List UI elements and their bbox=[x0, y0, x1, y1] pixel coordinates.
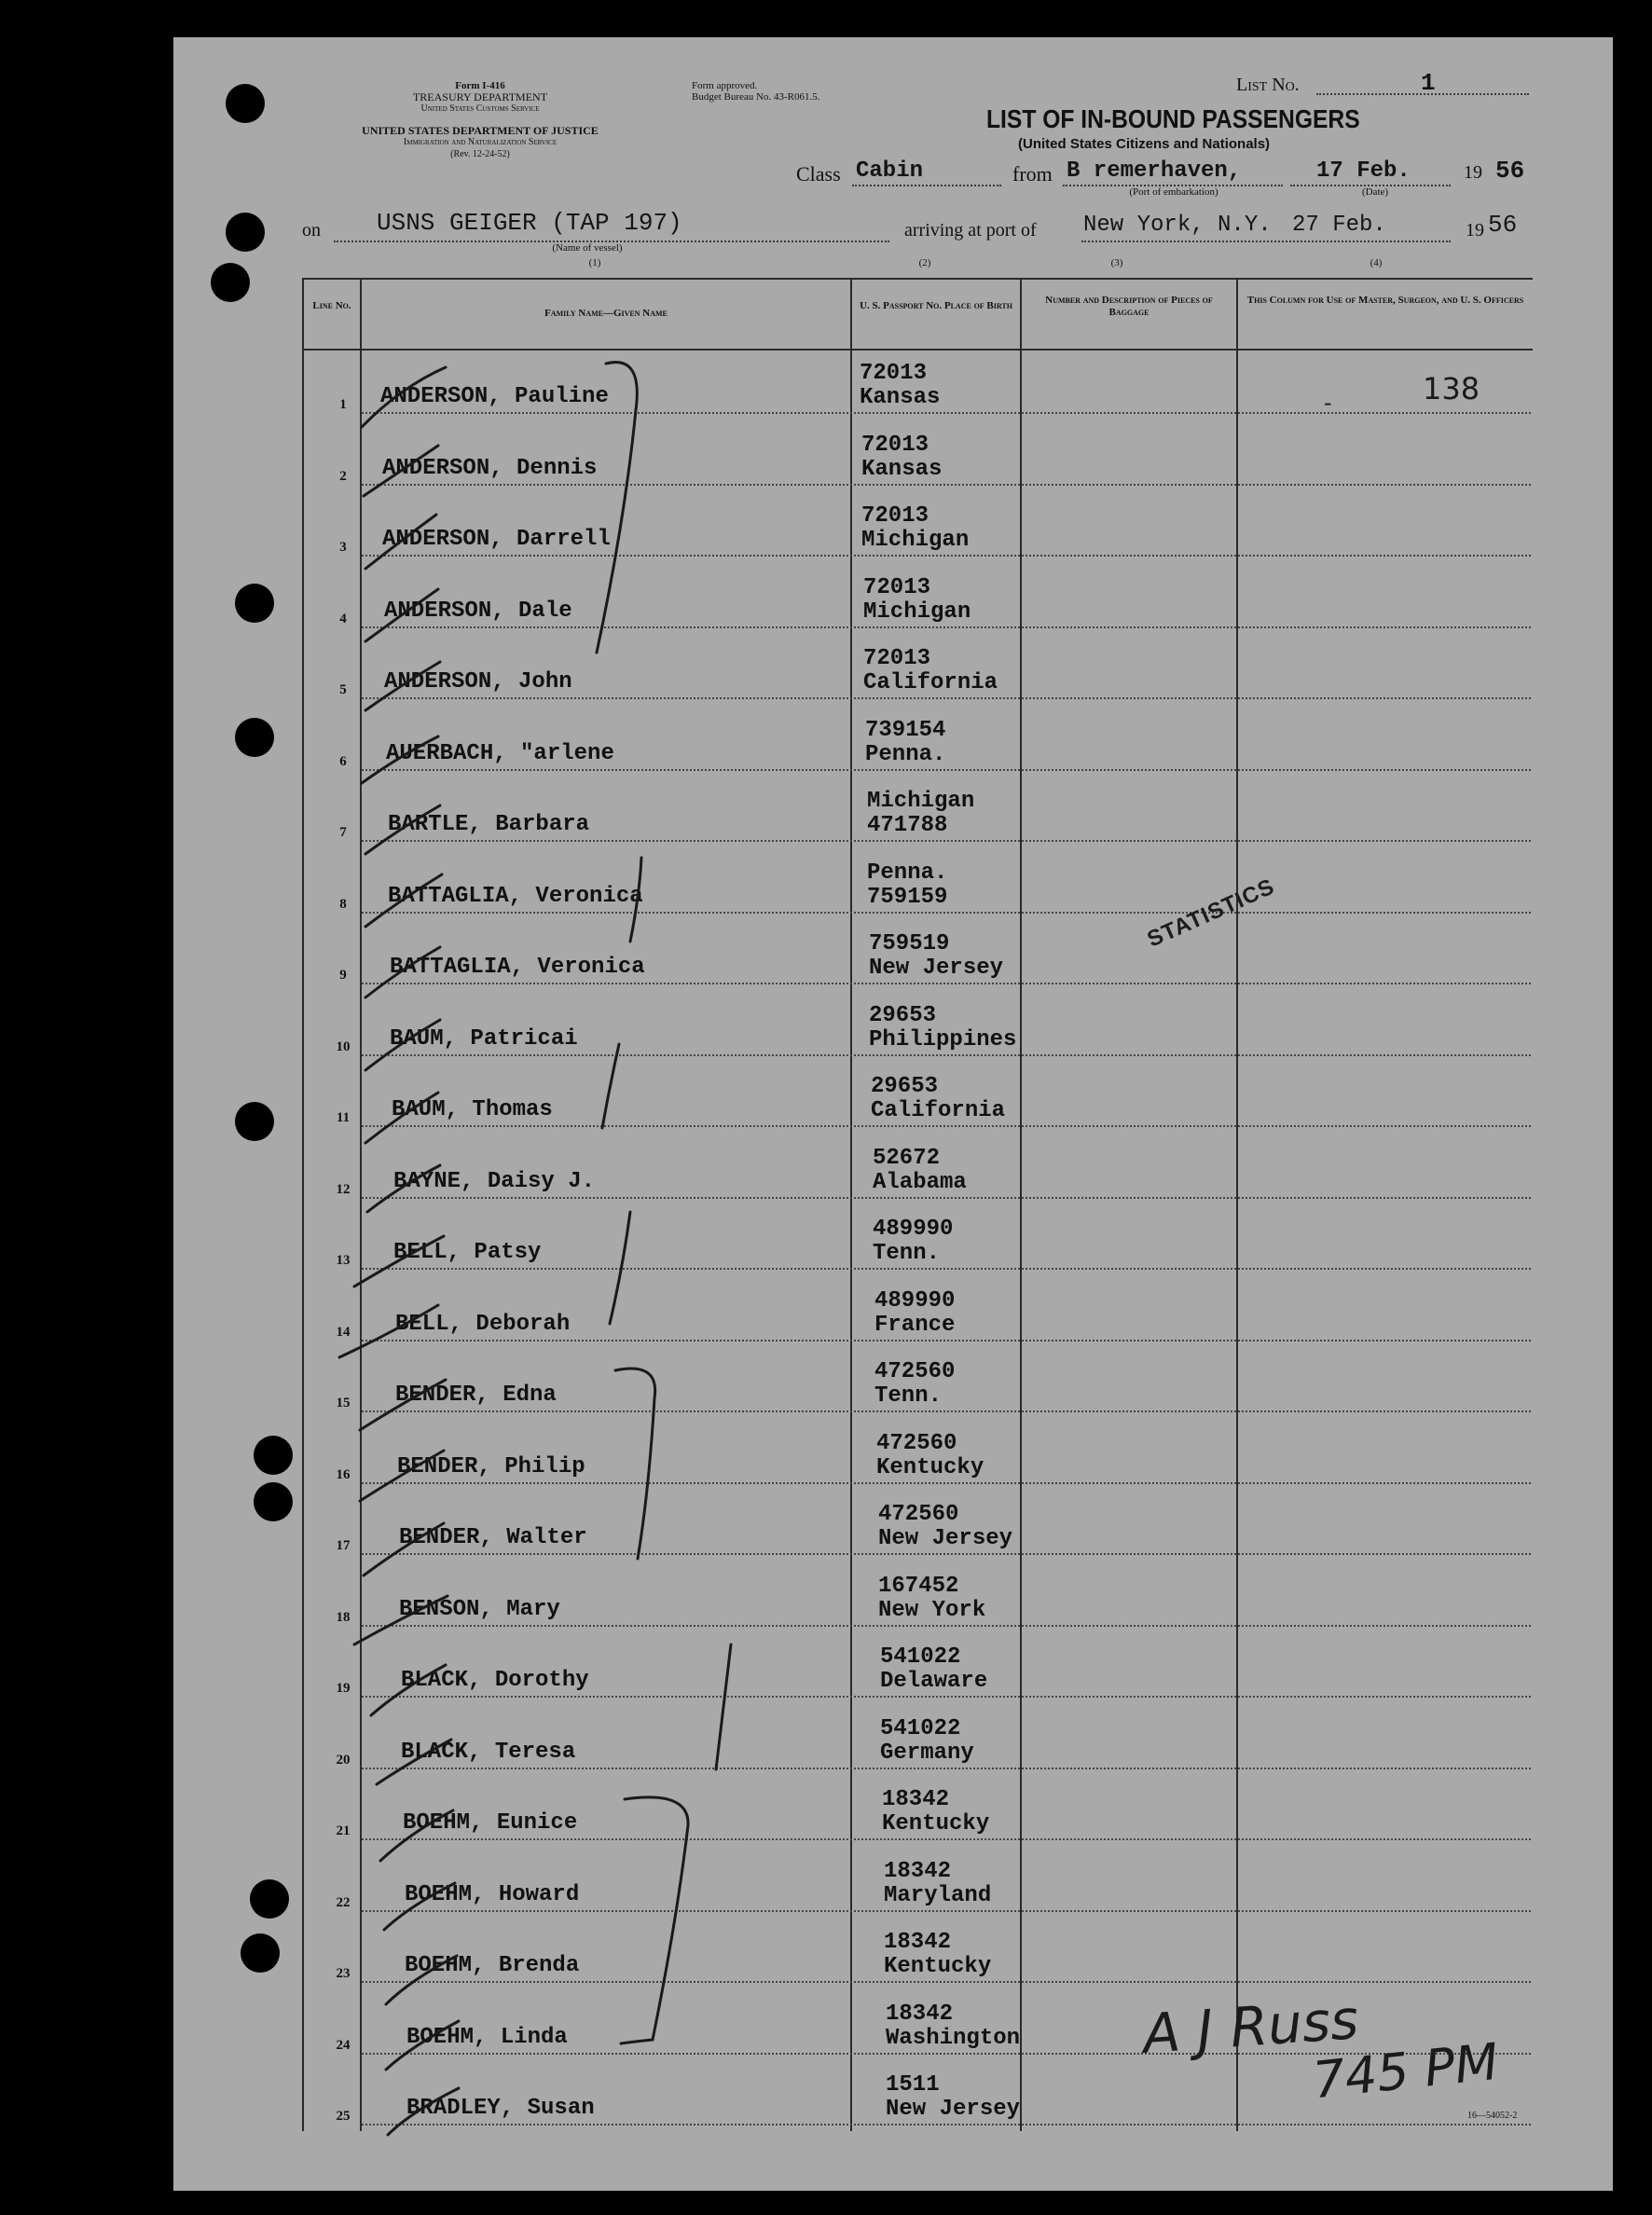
line-number: 22 bbox=[336, 1895, 351, 1910]
passport-number: 472560 bbox=[876, 1431, 957, 1456]
passenger-name: BELL, Patsy bbox=[393, 1240, 542, 1265]
class-label: Class bbox=[796, 162, 841, 186]
passenger-name: BOEHM, Howard bbox=[405, 1882, 580, 1907]
embark-year: 56 bbox=[1495, 157, 1525, 185]
passenger-name: BARTLE, Barbara bbox=[388, 812, 590, 837]
line-number: 7 bbox=[339, 825, 347, 840]
passport-number: 18342 bbox=[882, 1787, 950, 1812]
vessel-caption: (Name of vessel) bbox=[552, 242, 623, 254]
col-header-passport: U. S. Passport No. Place of Birth bbox=[860, 300, 1012, 311]
line-number: 11 bbox=[336, 1110, 351, 1125]
line-number: 3 bbox=[339, 540, 347, 555]
place-of-birth: California bbox=[863, 670, 998, 695]
department-of-justice: UNITED STATES DEPARTMENT OF JUSTICE bbox=[362, 124, 599, 137]
vessel-name: USNS GEIGER (TAP 197) bbox=[377, 209, 682, 237]
form-number: Form I-416 bbox=[455, 80, 505, 91]
line-number: 13 bbox=[336, 1253, 351, 1268]
place-of-birth: Germany bbox=[880, 1740, 974, 1766]
passport-number: 167452 bbox=[878, 1574, 959, 1599]
class-value: Cabin bbox=[856, 158, 924, 184]
passport-number: 72013 bbox=[861, 433, 929, 458]
place-of-birth: New Jersey bbox=[878, 1526, 1013, 1551]
place-of-birth: New York bbox=[878, 1598, 986, 1623]
passenger-name: BOEHM, Brenda bbox=[405, 1953, 580, 1978]
place-of-birth: Kansas bbox=[861, 457, 943, 482]
place-of-birth: New Jersey bbox=[886, 2097, 1021, 2122]
port-of-embarkation: B remerhaven, bbox=[1067, 158, 1242, 184]
passport-number: 52672 bbox=[873, 1146, 941, 1171]
passport-number: 18342 bbox=[886, 2002, 954, 2027]
passport-number: 72013 bbox=[863, 575, 931, 600]
col-num-2: (2) bbox=[918, 257, 931, 268]
passport-number: 18342 bbox=[884, 1930, 952, 1955]
col-header-baggage: Number and Description of Pieces of Baggage bbox=[1045, 295, 1213, 318]
arrival-year: 56 bbox=[1488, 211, 1518, 239]
place-of-birth: Delaware bbox=[880, 1669, 988, 1694]
from-label: from bbox=[1012, 162, 1053, 186]
page-subtitle: (United States Citizens and Nationals) bbox=[1018, 136, 1271, 152]
line-number: 18 bbox=[336, 1610, 351, 1625]
line-number: 5 bbox=[339, 682, 347, 697]
place-of-birth: Kansas bbox=[860, 385, 941, 410]
passport-number: 72013 bbox=[861, 503, 929, 529]
place-of-birth: 759159 bbox=[867, 885, 948, 910]
line-number: 8 bbox=[339, 897, 347, 912]
passenger-name: BLACK, Dorothy bbox=[401, 1668, 589, 1693]
col-header-name: Family Name—Given Name bbox=[544, 308, 668, 319]
place-of-birth: Michigan bbox=[861, 528, 970, 553]
place-of-birth: France bbox=[874, 1313, 956, 1338]
list-no-value: 1 bbox=[1421, 69, 1436, 97]
line-number: 23 bbox=[336, 1966, 351, 1981]
place-of-birth: Michigan bbox=[863, 599, 971, 625]
place-of-birth: Tenn. bbox=[874, 1383, 943, 1409]
col-header-officers: This Column for Use of Master, Surgeon, and U. S. Officers bbox=[1246, 295, 1524, 306]
line-number: 6 bbox=[339, 754, 347, 769]
passenger-name: BENSON, Mary bbox=[399, 1597, 560, 1622]
arriving-label: arriving at port of bbox=[904, 220, 1037, 241]
place-of-birth: Alabama bbox=[873, 1170, 967, 1195]
officer-dash: - bbox=[1324, 390, 1332, 416]
customs-service: United States Customs Service bbox=[420, 103, 540, 114]
treasury-department: TREASURY DEPARTMENT bbox=[412, 90, 548, 103]
passenger-name: BOEHM, Linda bbox=[406, 2025, 568, 2050]
arrival-port: New York, N.Y. bbox=[1083, 213, 1272, 238]
passport-number: 489990 bbox=[874, 1288, 956, 1314]
passenger-name: ANDERSON, John bbox=[384, 669, 572, 695]
col-num-3: (3) bbox=[1110, 257, 1123, 268]
passenger-name: BLACK, Teresa bbox=[401, 1740, 576, 1765]
passenger-name: BOEHM, Eunice bbox=[403, 1810, 578, 1836]
passport-number: 541022 bbox=[880, 1716, 961, 1741]
place-of-birth: Penna. bbox=[865, 742, 946, 767]
passport-number: 18342 bbox=[884, 1859, 952, 1884]
passenger-name: BELL, Deborah bbox=[395, 1312, 571, 1337]
line-number: 9 bbox=[339, 968, 347, 983]
passenger-name: BAYNE, Daisy J. bbox=[393, 1169, 596, 1194]
revision-date: (Rev. 12-24-52) bbox=[450, 149, 510, 159]
statistics-stamp: STATISTICS bbox=[1143, 874, 1279, 953]
footer-code: 16—54052-2 bbox=[1467, 2111, 1518, 2121]
place-of-birth: Kentucky bbox=[882, 1811, 990, 1837]
arrival-date: 27 Feb. bbox=[1292, 213, 1386, 238]
passenger-name: BRADLEY, Susan bbox=[406, 2096, 595, 2121]
line-number: 12 bbox=[336, 1182, 351, 1197]
form-approval: Form approved. bbox=[692, 80, 758, 91]
signature: A J Russ bbox=[1140, 1988, 1361, 2066]
passenger-name: AUERBACH, "arlene bbox=[386, 741, 614, 766]
passenger-name: ANDERSON, Dale bbox=[384, 598, 572, 624]
passenger-name: BENDER, Edna bbox=[395, 1383, 557, 1408]
budget-bureau: Budget Bureau No. 43-R061.5. bbox=[692, 91, 820, 103]
line-number: 14 bbox=[336, 1325, 351, 1340]
page-title: LIST OF IN-BOUND PASSENGERS bbox=[986, 104, 1360, 133]
passport-number: 472560 bbox=[874, 1359, 956, 1384]
line-number: 15 bbox=[336, 1396, 351, 1410]
time-note: 745 PM bbox=[1310, 2031, 1502, 2111]
col-header-line-no: Line No. bbox=[312, 300, 351, 311]
place-of-birth: Kentucky bbox=[876, 1455, 984, 1480]
passport-number: 489990 bbox=[873, 1217, 954, 1242]
line-number: 1 bbox=[339, 397, 347, 412]
passport-number: 72013 bbox=[860, 361, 928, 386]
passenger-name: BATTAGLIA, Veronica bbox=[390, 955, 645, 980]
on-label: on bbox=[302, 220, 321, 241]
place-of-birth: Philippines bbox=[869, 1027, 1017, 1052]
passport-number: 739154 bbox=[865, 718, 946, 743]
line-number: 25 bbox=[336, 2109, 351, 2124]
place-of-birth: Washington bbox=[886, 2026, 1021, 2051]
place-of-birth: New Jersey bbox=[869, 956, 1004, 981]
passenger-name: BENDER, Walter bbox=[399, 1525, 587, 1550]
passport-number: 541022 bbox=[880, 1644, 961, 1670]
date-caption: (Date) bbox=[1361, 186, 1389, 198]
passport-number: Penna. bbox=[867, 860, 948, 886]
line-number: 24 bbox=[336, 2038, 351, 2053]
col-num-1: (1) bbox=[588, 257, 601, 268]
place-of-birth: Tenn. bbox=[873, 1241, 941, 1266]
passport-number: 29653 bbox=[869, 1003, 937, 1028]
passenger-name: ANDERSON, Pauline bbox=[380, 384, 609, 409]
passenger-name: BATTAGLIA, Veronica bbox=[388, 884, 643, 909]
line-number: 2 bbox=[339, 469, 347, 484]
place-of-birth: 471788 bbox=[867, 813, 948, 838]
place-of-birth: Kentucky bbox=[884, 1954, 992, 1979]
passport-number: 759519 bbox=[869, 931, 950, 956]
passenger-name: ANDERSON, Darrell bbox=[382, 527, 611, 552]
officer-note: 138 bbox=[1423, 371, 1480, 406]
immigration-service: Immigration and Naturalization Service bbox=[403, 137, 558, 147]
line-number: 16 bbox=[336, 1467, 351, 1482]
line-number: 19 bbox=[336, 1681, 351, 1696]
line-number: 21 bbox=[336, 1823, 351, 1838]
embark-date: 17 Feb. bbox=[1316, 158, 1411, 184]
passport-number: 72013 bbox=[863, 646, 931, 671]
passport-number: 29653 bbox=[871, 1074, 939, 1099]
passenger-name: ANDERSON, Dennis bbox=[382, 456, 598, 481]
passenger-name: BAUM, Patricai bbox=[390, 1026, 578, 1052]
line-number: 4 bbox=[339, 612, 347, 626]
line-number: 17 bbox=[336, 1538, 351, 1553]
passport-number: 1511 bbox=[886, 2072, 940, 2098]
passenger-name: BAUM, Thomas bbox=[392, 1097, 553, 1122]
line-number: 10 bbox=[336, 1039, 351, 1054]
list-no-label: List No. bbox=[1236, 75, 1300, 95]
place-of-birth: California bbox=[871, 1098, 1006, 1123]
line-number: 20 bbox=[336, 1753, 351, 1768]
port-caption: (Port of embarkation) bbox=[1129, 186, 1218, 198]
passport-number: Michigan bbox=[867, 789, 975, 814]
col-num-4: (4) bbox=[1370, 257, 1383, 268]
arrival-year-prefix: 19 bbox=[1466, 220, 1484, 241]
passport-number: 472560 bbox=[878, 1502, 959, 1527]
place-of-birth: Maryland bbox=[884, 1883, 992, 1908]
embark-year-prefix: 19 bbox=[1464, 162, 1482, 183]
passenger-name: BENDER, Philip bbox=[397, 1454, 585, 1479]
